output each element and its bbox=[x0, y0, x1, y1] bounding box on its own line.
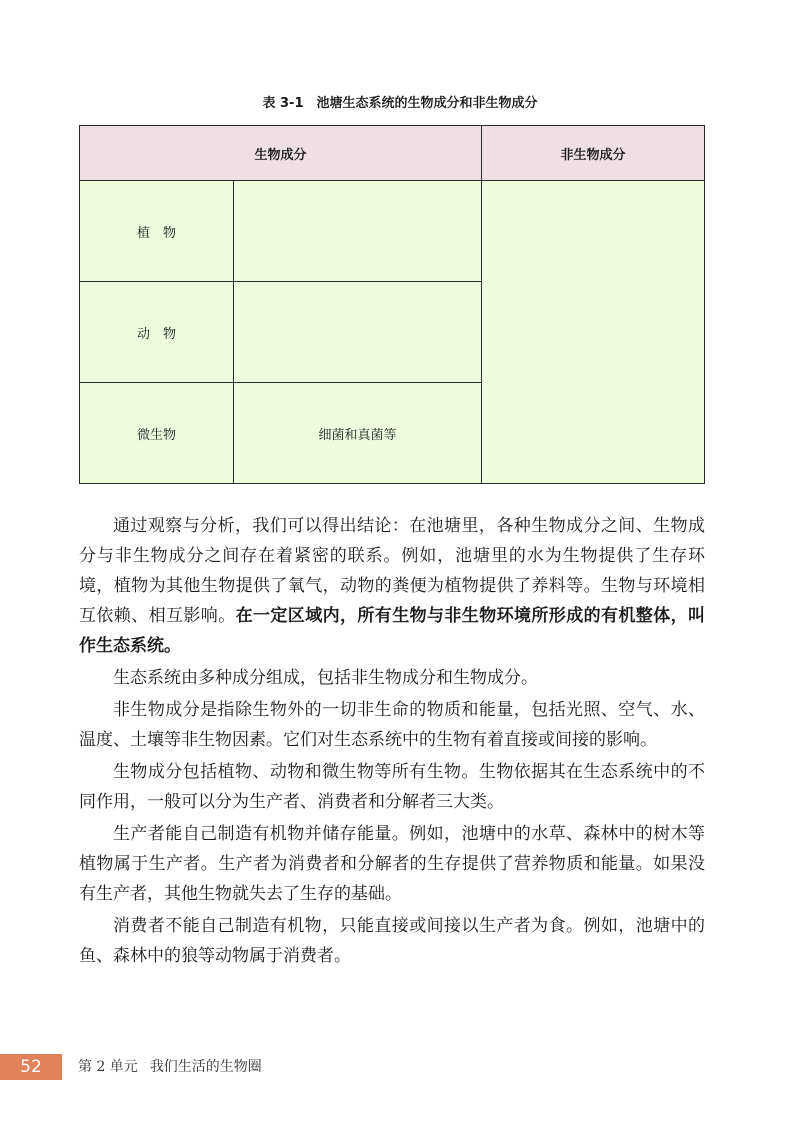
paragraph-1 bbox=[79, 511, 705, 661]
page-number: 52 bbox=[0, 1054, 62, 1080]
paragraph-1-text: 通过观察与分析，我们可以得出结论：在池塘里，各种生物成分之间、生物成分与非生物成分之间存在着紧密的联系。例如，池塘里的水为生物提供了生存环境，植物为其他生物提供了氧气，动物的粪便为植物提供了养料等。生物与环境相互依赖、相互影响。 bbox=[79, 516, 705, 626]
paragraph-6: 消费者不能自己制造有机物，只能直接或间接以生产者为食。例如，池塘中的鱼、森林中的狼等动物属于消费者。 bbox=[79, 916, 705, 966]
ecosystem-components-table bbox=[79, 125, 705, 484]
header-abiotic: 非生物成分 bbox=[482, 126, 705, 181]
body-text bbox=[79, 511, 705, 973]
paragraph-3: 非生物成分是指除生物外的一切非生命的物质和能量，包括光照、空气、水、温度、土壤等非生物因素。它们对生态系统中的生物有着直接或间接的影响。 bbox=[79, 700, 705, 750]
unit-label: 第 2 单元 bbox=[78, 1059, 138, 1075]
paragraph-2: 生态系统由多种成分组成，包括非生物成分和生物成分。 bbox=[113, 668, 538, 688]
row-examples bbox=[234, 181, 482, 282]
table-row bbox=[80, 181, 705, 282]
row-examples: 细菌和真菌等 bbox=[234, 383, 482, 484]
ecosystem-definition: 在一定区域内，所有生物与非生物环境所形成的有机整体，叫作生态系统。 bbox=[79, 606, 706, 656]
unit-title: 我们生活的生物圈 bbox=[149, 1059, 262, 1075]
abiotic-cell bbox=[482, 181, 705, 484]
paragraph-4: 生物成分包括植物、动物和微生物等所有生物。生物依据其在生态系统中的不同作用，一般可以分为生产者、消费者和分解者三大类。 bbox=[79, 762, 705, 812]
header-biotic: 生物成分 bbox=[80, 126, 482, 181]
row-examples bbox=[234, 282, 482, 383]
table-caption: 表 3-1 池塘生态系统的生物成分和非生物成分 bbox=[262, 96, 538, 111]
paragraph-5: 生产者能自己制造有机物并储存能量。例如，池塘中的水草、森林中的树木等植物属于生产者。生产者为消费者和分解者的生存提供了营养物质和能量。如果没有生产者，其他生物就失去了生存的基础。 bbox=[79, 824, 705, 904]
row-category: 动 物 bbox=[80, 282, 234, 383]
running-footer bbox=[78, 1055, 274, 1079]
row-category: 微生物 bbox=[80, 383, 234, 484]
row-category: 植 物 bbox=[80, 181, 234, 282]
